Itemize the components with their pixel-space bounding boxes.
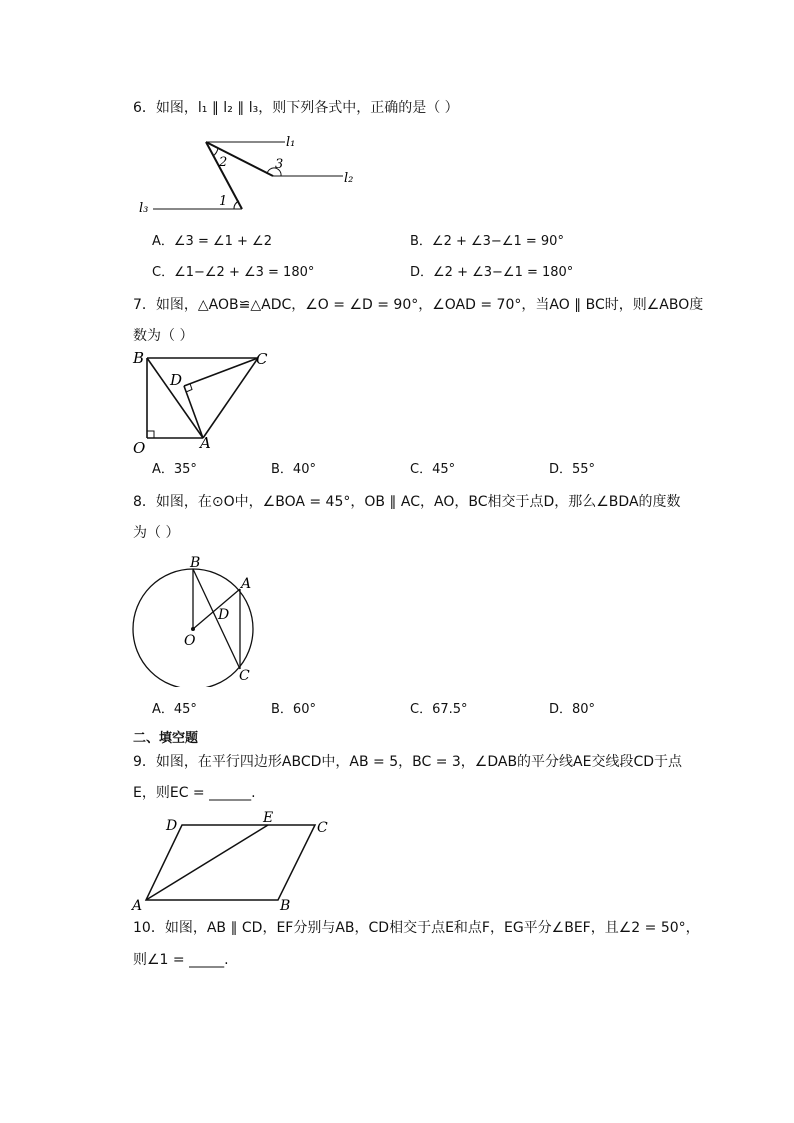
q7-label-B: B — [133, 349, 145, 367]
q7-option-d[interactable]: D．55° — [549, 462, 596, 477]
q7-stem-line2: 数为（ ） — [133, 328, 194, 344]
q8-figure — [128, 552, 263, 687]
q7-option-b[interactable]: B．40° — [271, 462, 316, 477]
q6-label-l3: l₃ — [139, 201, 149, 216]
q7-label-D: D — [170, 371, 183, 389]
q8-label-D: D — [218, 607, 230, 623]
q7-option-c[interactable]: C．45° — [410, 462, 456, 477]
q7-right-angle-O — [147, 431, 154, 438]
q9-label-C: C — [317, 820, 328, 836]
section-fill-in-heading: 二、填空题 — [133, 731, 199, 746]
q8-stem-line1: 8．如图，在⊙O中，∠BOA = 45°，OB ∥ AC，AO，BC相交于点D，那么∠BDA的度数 — [133, 494, 681, 510]
q8-option-d[interactable]: D．80° — [549, 702, 596, 717]
q6-option-d[interactable]: D．∠2 + ∠3−∠1 = 180° — [410, 265, 574, 280]
q6-label-3: 3 — [275, 157, 284, 172]
q7-figure — [130, 348, 280, 460]
q7-label-C: C — [256, 350, 268, 368]
q9-stem-line2: E，则EC = ______. — [133, 785, 256, 801]
q9-parallelogram — [146, 825, 315, 900]
q6-angle2-arc — [213, 148, 218, 156]
q9-figure — [128, 808, 338, 914]
q10-stem-line1: 10．如图，AB ∥ CD，EF分别与AB，CD相交于点E和点F，EG平分∠BEF，且∠2 = 50°， — [133, 920, 700, 936]
q6-stem: 6．如图，l₁ ∥ l₂ ∥ l₃，则下列各式中，正确的是（ ） — [133, 100, 459, 116]
q6-label-l2: l₂ — [344, 171, 354, 186]
q9-label-A: A — [132, 898, 143, 914]
q6-label-l1: l₁ — [286, 135, 296, 150]
q6-label-2: 2 — [219, 155, 228, 170]
q8-label-B: B — [190, 555, 201, 571]
q7-option-a[interactable]: A．35° — [152, 462, 197, 477]
q9-label-D: D — [166, 818, 178, 834]
q9-stem-line1: 9．如图，在平行四边形ABCD中，AB = 5，BC = 3，∠DAB的平分线AE交线段CD于点 — [133, 754, 683, 770]
q8-label-A: A — [241, 576, 252, 592]
q7-label-O: O — [133, 439, 146, 457]
q7-stem-line1: 7．如图，△AOB≌△ADC，∠O = ∠D = 90°，∠OAD = 70°，当AO ∥ BC时，则∠ABO度 — [133, 297, 704, 313]
q8-option-a[interactable]: A．45° — [152, 702, 197, 717]
q8-label-C: C — [239, 668, 250, 684]
q10-stem-line2: 则∠1 = _____. — [133, 952, 229, 968]
q8-option-b[interactable]: B．60° — [271, 702, 316, 717]
q6-figure — [133, 126, 373, 218]
q6-option-a[interactable]: A．∠3 = ∠1 + ∠2 — [152, 234, 272, 249]
q8-label-O: O — [184, 633, 196, 649]
q6-option-b[interactable]: B．∠2 + ∠3−∠1 = 90° — [410, 234, 564, 249]
q6-option-c[interactable]: C．∠1−∠2 + ∠3 = 180° — [152, 265, 315, 280]
q8-center-point — [191, 627, 195, 631]
q9-label-B: B — [280, 898, 291, 914]
q8-option-c[interactable]: C．67.5° — [410, 702, 468, 717]
q8-stem-line2: 为（ ） — [133, 525, 180, 541]
q9-label-E: E — [263, 810, 274, 826]
q6-label-1: 1 — [219, 194, 228, 209]
q7-label-A: A — [200, 434, 211, 452]
